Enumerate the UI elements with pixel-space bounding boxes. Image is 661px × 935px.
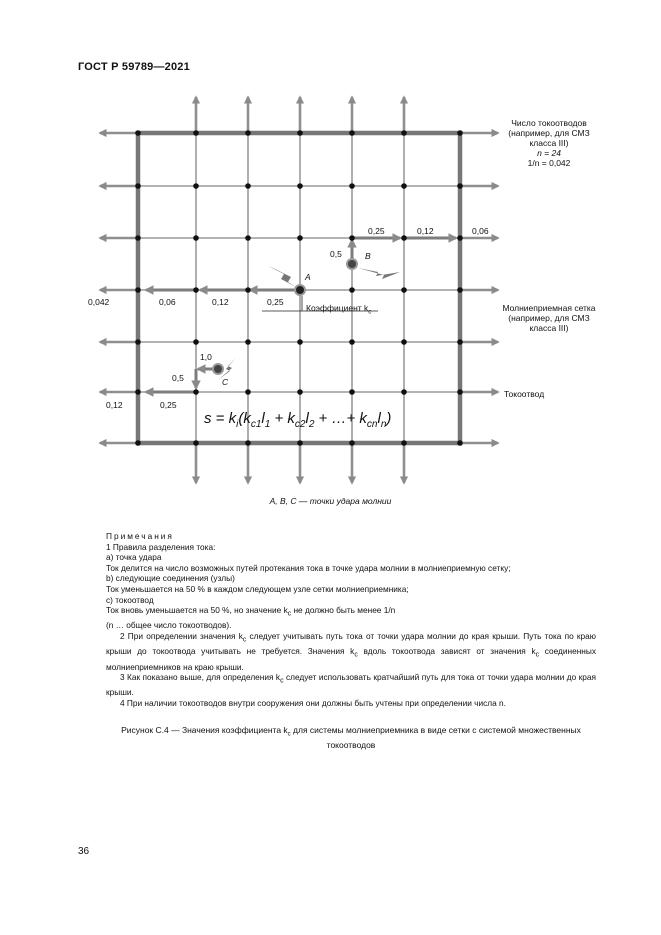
mesh-node [297,389,303,395]
value-label: 0,25 [368,226,385,236]
note-4: 4 При наличии токоотводов внутри сооружения они должны быть учтены при определении числа n. [120,697,506,708]
mesh-node [457,235,463,241]
note-1b-text: Ток уменьшается на 50 % в каждом следующем узле сетки молниеприемника; [106,583,409,594]
note-2 [106,631,596,672]
note-line: класса III) [529,138,569,148]
mesh-node [349,440,355,446]
note-line: Молниеприемная сетка [502,303,596,313]
formula [204,410,391,430]
mesh-node [297,235,303,241]
text-sub: c [242,636,247,644]
note-line: класса III) [529,323,569,333]
mesh-node [457,130,463,136]
note-1b: b) следующие соединения (узлы) [106,573,235,584]
formula-sub: 1 [264,419,271,430]
mesh-node [135,389,141,395]
mesh-node [245,440,251,446]
figure-caption [106,725,596,751]
mesh-node [401,287,407,293]
formula-sub: i [236,419,239,430]
text-part: 2 При определении значения k [120,631,243,641]
note-line: 1/n = 0,042 [527,158,571,168]
formula-part: l [305,410,309,427]
mesh-node [349,389,355,395]
mesh-node [245,339,251,345]
note-3 [106,672,596,698]
mesh-node [193,339,199,345]
notes-title: Примечания [106,531,174,541]
value-label: 0,06 [472,226,489,236]
page-number: 36 [78,846,90,857]
text-part: соединенных молниеприемников на краю крыши. [106,646,597,672]
formula-sub: c1 [250,419,262,430]
point-label-a: A [305,272,311,282]
mesh-node [349,183,355,189]
mesh-node [457,287,463,293]
notes-block [106,531,596,709]
mesh-node [245,235,251,241]
text-part: следует учитывать путь тока от точки удара молнии до края крыши. Путь тока по краю крыши до токоотвода учитывать не требуется. Значения k [106,631,596,657]
value-label: 0,5 [172,373,184,383]
caption-sub: c [287,731,291,738]
mesh-node [135,130,141,136]
formula-sub: 2 [308,419,315,430]
document-header: ГОСТ Р 59789—2021 [78,61,190,73]
value-label: 0,12 [212,297,229,307]
mesh-node [457,440,463,446]
mesh-node [245,287,251,293]
mesh-node [349,130,355,136]
note-1: 1 Правила разделения тока: [106,541,216,552]
text-part: следует использовать кратчайший путь для тока от точки удара молнии до края крыши. [106,672,596,698]
down-conductor-count-note [494,118,604,168]
mesh-node [349,339,355,345]
text-part: не должно быть менее 1/n [291,605,396,616]
note-line: (например, для СМЗ [508,128,590,138]
mesh-node [349,287,355,293]
value-label: 0,042 [88,297,110,307]
mesh-node [245,389,251,395]
coefficient-text: Коэффициент k [306,303,369,313]
mesh-node [401,130,407,136]
mesh-node [401,339,407,345]
text-sub: c [535,651,540,659]
value-label: 0,25 [267,297,284,307]
value-label: 0,25 [160,400,177,410]
formula-part: s = k [204,410,237,427]
coefficient-sub: c [368,309,372,316]
text-sub: c [280,677,284,685]
formula-part: l [377,410,381,427]
formula-part: ) [386,410,392,427]
mesh-node [457,183,463,189]
strike-point-b [347,259,357,269]
text-part: вдоль токоотвода зависят от значения k [357,646,536,657]
value-label: 0,06 [159,297,176,307]
value-label: 1,0 [200,352,212,362]
mesh-node [245,130,251,136]
strike-point-a [295,285,305,295]
text-part: Ток вновь уменьшается на 50 %, но значение k [106,605,288,616]
mesh-node [349,235,355,241]
mesh-node [135,287,141,293]
formula-part: (k [238,410,251,427]
mesh-node [401,440,407,446]
mesh-node [297,339,303,345]
formula-sub: n [380,419,387,430]
strike-point-c [213,364,223,374]
note-1c-text3: (n … общее число токоотводов). [106,620,232,631]
formula-sub: c2 [294,419,306,430]
mesh-note [494,303,604,333]
lightning-icon-b [358,268,400,279]
mesh-node [135,339,141,345]
caption-part: для системы молниеприемника в виде сетки с системой множественных токоотводов [290,725,581,751]
text-sub: c [287,610,292,618]
down-conductor-label: Токоотвод [504,389,545,399]
formula-part: + k [270,410,295,427]
mesh-node [297,183,303,189]
mesh-node [135,183,141,189]
note-1a: a) точка удара [106,552,162,563]
mesh-node [297,440,303,446]
note-line: n = 24 [537,148,561,158]
mesh-node [193,389,199,395]
point-label-c: C [222,377,229,387]
point-label-b: B [365,251,371,261]
mesh-node [193,130,199,136]
mesh-node [193,235,199,241]
mesh-node [401,183,407,189]
mesh-node [135,235,141,241]
mesh-node [135,440,141,446]
mesh-node [401,235,407,241]
mesh-node [193,287,199,293]
mesh-node [193,440,199,446]
mesh-node [245,183,251,189]
mesh-node [457,339,463,345]
figure-legend: A, B, C — точки удара молнии [269,496,392,506]
note-1c-text [106,605,596,620]
formula-sub: cn [366,419,378,430]
value-label: 0,12 [417,226,434,236]
lightning-icon-a [268,266,296,287]
text-sub: c [354,651,358,659]
mesh-node [457,389,463,395]
note-line: (например, для СМЗ [508,313,590,323]
note-1a-text: Ток делится на число возможных путей протекания тока в точке удара молнии в молниеприемную сетку; [106,562,511,573]
note-1c: c) токоотвод [106,594,154,605]
value-label: 0,5 [330,249,342,259]
mesh-node [401,389,407,395]
mesh-node [193,183,199,189]
text-part: 3 Как показано выше, для определения k [120,672,281,683]
caption-part: Рисунок С.4 — Значения коэффициента k [121,725,288,735]
formula-part: l [261,410,265,427]
mesh-node [297,130,303,136]
formula-part: + …+ k [314,410,367,427]
coefficient-label [306,303,371,318]
value-label: 0,12 [106,400,123,410]
note-line: Число токоотводов [511,118,587,128]
